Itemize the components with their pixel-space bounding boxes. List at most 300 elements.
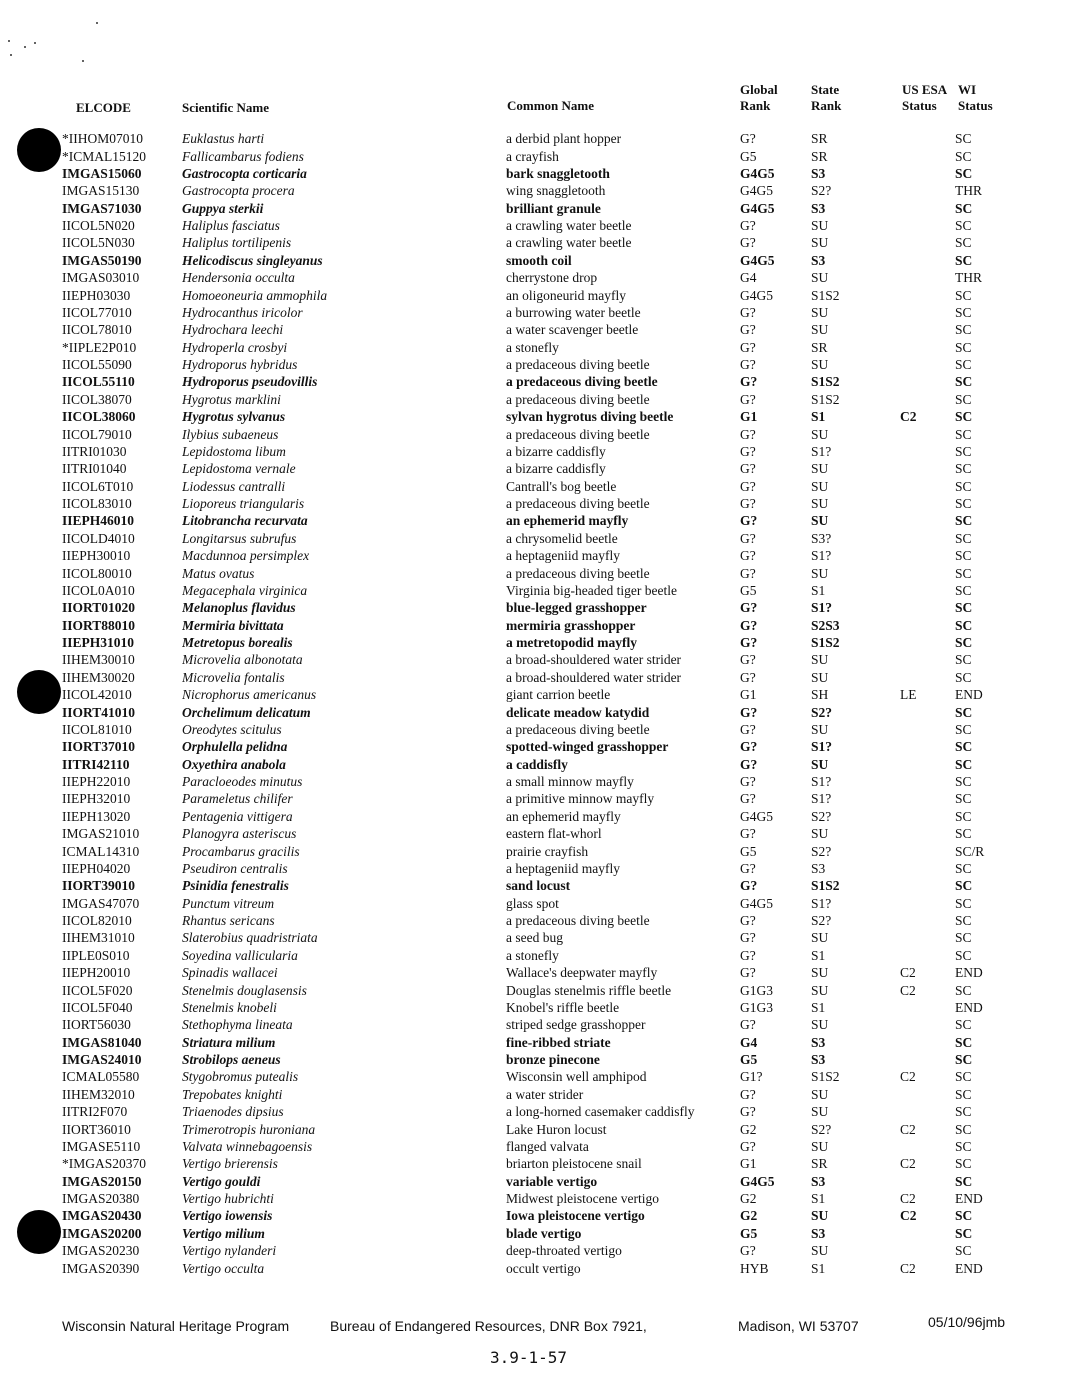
us-esa-status-cell bbox=[900, 339, 955, 356]
wi-status-cell: SC bbox=[955, 1104, 972, 1120]
us-esa-status-cell bbox=[900, 182, 955, 199]
scientific-name-cell: Stygobromus putealis bbox=[182, 1069, 299, 1085]
state-rank-cell: S3 bbox=[811, 1034, 826, 1050]
state-rank-cell: S3 bbox=[811, 1173, 826, 1189]
global-rank-cell: G? bbox=[740, 374, 758, 390]
global-rank-cell: G4G5 bbox=[740, 808, 773, 824]
punch-hole-bottom bbox=[17, 1210, 61, 1254]
scientific-name-cell: Strobilops aeneus bbox=[182, 1052, 281, 1068]
table-row bbox=[62, 1068, 1015, 1085]
us-esa-status-cell bbox=[900, 651, 955, 668]
global-rank-cell: G? bbox=[740, 791, 756, 807]
common-name-cell: occult vertigo bbox=[506, 1260, 581, 1276]
state-rank-cell: S1? bbox=[811, 443, 832, 459]
global-rank-cell: G4G5 bbox=[740, 1173, 775, 1189]
global-rank-cell: G2 bbox=[740, 1208, 758, 1224]
global-rank-cell: G? bbox=[740, 669, 756, 685]
state-rank-cell: S2? bbox=[811, 704, 833, 720]
wi-status-cell: SC bbox=[955, 530, 972, 546]
wi-status-cell: SC bbox=[955, 218, 972, 234]
us-esa-status-cell bbox=[900, 478, 955, 495]
wi-status-cell: SC bbox=[955, 131, 972, 147]
table-row bbox=[62, 1259, 1015, 1276]
elcode-cell: IICOL0A010 bbox=[62, 582, 135, 598]
header-global-line1: Global bbox=[740, 82, 778, 97]
scientific-name-cell: Mermiria bivittata bbox=[182, 617, 284, 633]
us-esa-status-cell bbox=[900, 756, 955, 773]
table-row bbox=[62, 703, 1015, 720]
us-esa-status-cell bbox=[900, 217, 955, 234]
state-rank-cell: SU bbox=[811, 930, 829, 946]
elcode-cell: *IMGAS20370 bbox=[62, 1156, 147, 1172]
elcode-cell: IIORT56030 bbox=[62, 1017, 131, 1033]
common-name-cell: a seed bug bbox=[506, 930, 563, 946]
common-name-cell: a predaceous diving beetle bbox=[506, 426, 650, 442]
table-row bbox=[62, 808, 1015, 825]
elcode-cell: IICOL5N020 bbox=[62, 218, 135, 234]
global-rank-cell: G4G5 bbox=[740, 252, 775, 268]
elcode-cell: IMGAS20390 bbox=[62, 1260, 140, 1276]
global-rank-cell: G? bbox=[740, 965, 756, 981]
table-row bbox=[62, 756, 1015, 773]
wi-status-cell: SC bbox=[955, 947, 972, 963]
elcode-cell: IMGAS81040 bbox=[62, 1034, 142, 1050]
wi-status-cell: SC bbox=[955, 513, 973, 529]
global-rank-cell: G? bbox=[740, 443, 756, 459]
common-name-cell: a long-horned casemaker caddisfly bbox=[506, 1104, 695, 1120]
scientific-name-cell: Hendersonia occulta bbox=[182, 270, 295, 286]
wi-status-cell: SC bbox=[955, 913, 972, 929]
global-rank-cell: G2 bbox=[740, 1191, 757, 1207]
scientific-name-cell: Spinadis wallacei bbox=[182, 965, 278, 981]
scientific-name-cell: Valvata winnebagoensis bbox=[182, 1138, 313, 1154]
state-rank-cell: SU bbox=[811, 1017, 829, 1033]
scientific-name-cell: Liodessus cantralli bbox=[182, 478, 286, 494]
table-row bbox=[62, 1120, 1015, 1137]
table-row bbox=[62, 217, 1015, 234]
global-rank-cell: G? bbox=[740, 600, 758, 616]
scientific-name-cell: Longitarsus subrufus bbox=[182, 530, 297, 546]
global-rank-cell: G? bbox=[740, 617, 758, 633]
common-name-cell: mermiria grasshopper bbox=[506, 617, 636, 633]
state-rank-cell: S1 bbox=[811, 582, 826, 598]
us-esa-status-cell bbox=[900, 947, 955, 964]
wi-status-cell: SC bbox=[955, 1017, 972, 1033]
global-rank-cell: G4G5 bbox=[740, 287, 773, 303]
state-rank-cell: S1 bbox=[811, 409, 826, 425]
common-name-cell: Iowa pleistocene vertigo bbox=[506, 1208, 645, 1224]
us-esa-status-cell bbox=[900, 842, 955, 859]
common-name-cell: striped sedge grasshopper bbox=[506, 1017, 646, 1033]
elcode-cell: IIEPH13020 bbox=[62, 808, 131, 824]
header-scientific-name: Scientific Name bbox=[182, 100, 270, 115]
elcode-cell: IICOL82010 bbox=[62, 913, 132, 929]
common-name-cell: a stonefly bbox=[506, 947, 559, 963]
wi-status-cell: SC bbox=[955, 1225, 973, 1241]
us-esa-status-cell bbox=[900, 877, 955, 894]
global-rank-cell: G? bbox=[740, 826, 756, 842]
scientific-name-cell: Vertigo occulta bbox=[182, 1260, 265, 1276]
common-name-cell: flanged valvata bbox=[506, 1138, 589, 1154]
table-row bbox=[62, 1190, 1015, 1207]
wi-status-cell: SC bbox=[955, 669, 972, 685]
table-row bbox=[62, 947, 1015, 964]
wi-status-cell: SC bbox=[955, 200, 973, 216]
table-row bbox=[62, 1086, 1015, 1103]
global-rank-cell: HYB bbox=[740, 1260, 769, 1276]
scan-speck bbox=[8, 40, 10, 42]
state-rank-cell: SU bbox=[811, 478, 829, 494]
table-row bbox=[62, 1173, 1015, 1190]
common-name-cell: an ephemerid mayfly bbox=[506, 808, 621, 824]
elcode-cell: IIEPH20010 bbox=[62, 965, 131, 981]
us-esa-status-cell: C2 bbox=[900, 1121, 916, 1137]
scientific-name-cell: Stenelmis knobeli bbox=[182, 999, 277, 1015]
wi-status-cell: SC bbox=[955, 374, 973, 390]
scientific-name-cell: Euklastus harti bbox=[182, 131, 265, 147]
global-rank-cell: G5 bbox=[740, 1052, 758, 1068]
wi-status-cell: SC/R bbox=[955, 843, 985, 859]
us-esa-status-cell: C2 bbox=[900, 1191, 916, 1207]
scan-speck bbox=[34, 42, 36, 44]
state-rank-cell: SU bbox=[811, 322, 829, 338]
us-esa-status-cell bbox=[900, 912, 955, 929]
elcode-cell: IIHEM31010 bbox=[62, 930, 135, 946]
wi-status-cell: SC bbox=[955, 600, 973, 616]
wi-status-cell: SC bbox=[955, 1156, 972, 1172]
elcode-cell: IIEPH04020 bbox=[62, 860, 131, 876]
global-rank-cell: G? bbox=[740, 357, 756, 373]
state-rank-cell: S1S2 bbox=[811, 635, 840, 651]
table-row bbox=[62, 547, 1015, 564]
common-name-cell: Lake Huron locust bbox=[506, 1121, 607, 1137]
header-usesa-line1: US ESA bbox=[902, 82, 948, 97]
scientific-name-cell: Hydrochara leechi bbox=[182, 322, 284, 338]
elcode-cell: IMGAS20380 bbox=[62, 1191, 140, 1207]
wi-status-cell: SC bbox=[955, 252, 973, 268]
global-rank-cell: G? bbox=[740, 478, 756, 494]
common-name-cell: briarton pleistocene snail bbox=[506, 1156, 642, 1172]
common-name-cell: a predaceous diving beetle bbox=[506, 374, 658, 390]
us-esa-status-cell bbox=[900, 200, 955, 217]
header-state-line2: Rank bbox=[811, 98, 842, 113]
us-esa-status-cell bbox=[900, 1103, 955, 1120]
elcode-cell: IICOL5F020 bbox=[62, 982, 133, 998]
common-name-cell: a metretopodid mayfly bbox=[506, 635, 637, 651]
common-name-cell: variable vertigo bbox=[506, 1173, 598, 1189]
wi-status-cell: SC bbox=[955, 808, 972, 824]
us-esa-status-cell bbox=[900, 234, 955, 251]
wi-status-cell: SC bbox=[955, 443, 972, 459]
wi-status-cell: SC bbox=[955, 1086, 972, 1102]
elcode-cell: IMGAS20150 bbox=[62, 1173, 142, 1189]
us-esa-status-cell bbox=[900, 356, 955, 373]
state-rank-cell: SU bbox=[811, 756, 829, 772]
us-esa-status-cell bbox=[900, 825, 955, 842]
table-row bbox=[62, 512, 1015, 529]
us-esa-status-cell bbox=[900, 617, 955, 634]
scientific-name-cell: Procambarus gracilis bbox=[182, 843, 300, 859]
table-row bbox=[62, 252, 1015, 269]
elcode-cell: IMGAS71030 bbox=[62, 200, 142, 216]
scientific-name-cell: Psinidia fenestralis bbox=[182, 878, 289, 894]
table-row bbox=[62, 651, 1015, 668]
common-name-cell: Knobel's riffle beetle bbox=[506, 999, 620, 1015]
table-row bbox=[62, 669, 1015, 686]
wi-status-cell: SC bbox=[955, 391, 972, 407]
elcode-cell: IMGASE5110 bbox=[62, 1138, 141, 1154]
elcode-cell: IIHEM32010 bbox=[62, 1086, 135, 1102]
global-rank-cell: G? bbox=[740, 131, 756, 147]
wi-status-cell: SC bbox=[955, 652, 972, 668]
common-name-cell: giant carrion beetle bbox=[506, 687, 611, 703]
wi-status-cell: THR bbox=[955, 183, 982, 199]
state-rank-cell: S2? bbox=[811, 183, 832, 199]
state-rank-cell: SU bbox=[811, 304, 829, 320]
state-rank-cell: S1? bbox=[811, 739, 833, 755]
state-rank-cell: S3 bbox=[811, 860, 826, 876]
scientific-name-cell: Trepobates knighti bbox=[182, 1086, 283, 1102]
elcode-cell: IICOL5F040 bbox=[62, 999, 133, 1015]
us-esa-status-cell: C2 bbox=[900, 1156, 916, 1172]
global-rank-cell: G1 bbox=[740, 409, 758, 425]
elcode-cell: IMGAS50190 bbox=[62, 252, 142, 268]
elcode-cell: IICOL38060 bbox=[62, 409, 136, 425]
table-row bbox=[62, 860, 1015, 877]
state-rank-cell: S2? bbox=[811, 1121, 832, 1137]
scientific-name-cell: Homoeoneuria ammophila bbox=[182, 287, 328, 303]
state-rank-cell: SU bbox=[811, 1138, 829, 1154]
us-esa-status-cell bbox=[900, 443, 955, 460]
table-row bbox=[62, 825, 1015, 842]
elcode-cell: IIORT37010 bbox=[62, 739, 136, 755]
state-rank-cell: SU bbox=[811, 270, 829, 286]
wi-status-cell: SC bbox=[955, 826, 972, 842]
table-row bbox=[62, 686, 1015, 703]
scientific-name-cell: Rhantus sericans bbox=[182, 913, 275, 929]
us-esa-status-cell bbox=[900, 1016, 955, 1033]
state-rank-cell: S1S2 bbox=[811, 374, 840, 390]
us-esa-status-cell bbox=[900, 373, 955, 390]
scientific-name-cell: Megacephala virginica bbox=[182, 582, 308, 598]
global-rank-cell: G? bbox=[740, 704, 758, 720]
wi-status-cell: SC bbox=[955, 165, 973, 181]
global-rank-cell: G1? bbox=[740, 1069, 763, 1085]
elcode-cell: IMGAS20430 bbox=[62, 1208, 142, 1224]
table-row bbox=[62, 1225, 1015, 1242]
global-rank-cell: G? bbox=[740, 1138, 756, 1154]
global-rank-cell: G? bbox=[740, 930, 756, 946]
table-row bbox=[62, 182, 1015, 199]
state-rank-cell: S1S2 bbox=[811, 878, 840, 894]
global-rank-cell: G1G3 bbox=[740, 982, 773, 998]
table-row bbox=[62, 1138, 1015, 1155]
elcode-cell: IMGAS20200 bbox=[62, 1225, 142, 1241]
wi-status-cell: SC bbox=[955, 1052, 973, 1068]
global-rank-cell: G? bbox=[740, 322, 756, 338]
us-esa-status-cell bbox=[900, 1086, 955, 1103]
wi-status-cell: SC bbox=[955, 1173, 973, 1189]
scientific-name-cell: Oreodytes scitulus bbox=[182, 721, 282, 737]
scientific-name-cell: Paracloeodes minutus bbox=[182, 774, 303, 790]
us-esa-status-cell: C2 bbox=[900, 1260, 916, 1276]
table-row bbox=[62, 790, 1015, 807]
elcode-cell: IIORT36010 bbox=[62, 1121, 131, 1137]
scientific-name-cell: Vertigo iowensis bbox=[182, 1208, 273, 1224]
scientific-name-cell: Vertigo nylanderi bbox=[182, 1243, 277, 1259]
common-name-cell: a caddisfly bbox=[506, 756, 568, 772]
elcode-cell: IIORT41010 bbox=[62, 704, 136, 720]
table-row bbox=[62, 321, 1015, 338]
common-name-cell: fine-ribbed striate bbox=[506, 1034, 611, 1050]
scientific-name-cell: Gastrocopta procera bbox=[182, 183, 295, 199]
common-name-cell: a predaceous diving beetle bbox=[506, 496, 650, 512]
scientific-name-cell: Slaterobius quadristriata bbox=[182, 930, 318, 946]
common-name-cell: a water scavenger beetle bbox=[506, 322, 639, 338]
state-rank-cell: SU bbox=[811, 426, 829, 442]
us-esa-status-cell: LE bbox=[900, 687, 917, 703]
table-row bbox=[62, 1207, 1015, 1224]
scientific-name-cell: Trimerotropis huroniana bbox=[182, 1121, 316, 1137]
table-row bbox=[62, 530, 1015, 547]
wi-status-cell: SC bbox=[955, 895, 972, 911]
us-esa-status-cell bbox=[900, 582, 955, 599]
us-esa-status-cell bbox=[900, 391, 955, 408]
table-row bbox=[62, 877, 1015, 894]
common-name-cell: cherrystone drop bbox=[506, 270, 598, 286]
elcode-cell: IICOL5N030 bbox=[62, 235, 135, 251]
scientific-name-cell: Hydrocanthus iricolor bbox=[182, 304, 303, 320]
state-rank-cell: SU bbox=[811, 1208, 829, 1224]
elcode-cell: IICOL38070 bbox=[62, 391, 132, 407]
elcode-cell: *IIPLE2P010 bbox=[62, 339, 137, 355]
table-row bbox=[62, 634, 1015, 651]
scan-speck bbox=[82, 60, 84, 62]
common-name-cell: a predaceous diving beetle bbox=[506, 565, 650, 581]
elcode-cell: IITRI42110 bbox=[62, 756, 130, 772]
common-name-cell: blade vertigo bbox=[506, 1225, 582, 1241]
table-row bbox=[62, 738, 1015, 755]
global-rank-cell: G? bbox=[740, 565, 756, 581]
table-row bbox=[62, 269, 1015, 286]
table-row bbox=[62, 234, 1015, 251]
scientific-name-cell: Orphulella pelidna bbox=[182, 739, 288, 755]
table-row bbox=[62, 443, 1015, 460]
global-rank-cell: G1 bbox=[740, 687, 757, 703]
footer-bureau: Bureau of Endangered Resources, DNR Box 7921, bbox=[330, 1318, 647, 1334]
us-esa-status-cell bbox=[900, 530, 955, 547]
us-esa-status-cell bbox=[900, 860, 955, 877]
wi-status-cell: SC bbox=[955, 148, 972, 164]
table-row bbox=[62, 1103, 1015, 1120]
scan-speck bbox=[24, 46, 26, 48]
species-table bbox=[62, 130, 1015, 1277]
wi-status-cell: SC bbox=[955, 461, 972, 477]
global-rank-cell: G? bbox=[740, 391, 756, 407]
table-row bbox=[62, 1051, 1015, 1068]
state-rank-cell: SR bbox=[811, 148, 828, 164]
wi-status-cell: SC bbox=[955, 304, 972, 320]
footer-date: 05/10/96jmb bbox=[928, 1314, 1006, 1330]
table-row bbox=[62, 425, 1015, 442]
header-global-line2: Rank bbox=[740, 98, 771, 113]
wi-status-cell: SC bbox=[955, 339, 972, 355]
elcode-cell: IMGAS47070 bbox=[62, 895, 140, 911]
scientific-name-cell: Hygrotus sylvanus bbox=[182, 409, 286, 425]
common-name-cell: a predaceous diving beetle bbox=[506, 913, 650, 929]
elcode-cell: IITRI2F070 bbox=[62, 1104, 128, 1120]
scientific-name-cell: Lepidostoma vernale bbox=[182, 461, 296, 477]
elcode-cell: *IIHOM07010 bbox=[62, 131, 143, 147]
wi-status-cell: END bbox=[955, 999, 983, 1015]
scientific-name-cell: Orchelimum delicatum bbox=[182, 704, 311, 720]
common-name-cell: an oligoneurid mayfly bbox=[506, 287, 626, 303]
elcode-cell: ICMAL05580 bbox=[62, 1069, 140, 1085]
common-name-cell: Cantrall's bog beetle bbox=[506, 478, 617, 494]
table-row bbox=[62, 391, 1015, 408]
common-name-cell: Douglas stenelmis riffle beetle bbox=[506, 982, 672, 998]
state-rank-cell: S2S3 bbox=[811, 617, 840, 633]
common-name-cell: a burrowing water beetle bbox=[506, 304, 641, 320]
table-row bbox=[62, 460, 1015, 477]
us-esa-status-cell bbox=[900, 1242, 955, 1259]
table-row bbox=[62, 721, 1015, 738]
state-rank-cell: S3? bbox=[811, 530, 832, 546]
scientific-name-cell: Vertigo brierensis bbox=[182, 1156, 278, 1172]
state-rank-cell: SU bbox=[811, 721, 829, 737]
scientific-name-cell: Soyedina vallicularia bbox=[182, 947, 298, 963]
common-name-cell: a primitive minnow mayfly bbox=[506, 791, 655, 807]
us-esa-status-cell: C2 bbox=[900, 982, 916, 998]
common-name-cell: wing snaggletooth bbox=[506, 183, 606, 199]
us-esa-status-cell bbox=[900, 721, 955, 738]
common-name-cell: bronze pinecone bbox=[506, 1052, 600, 1068]
elcode-cell: IIEPH22010 bbox=[62, 774, 131, 790]
state-rank-cell: S2? bbox=[811, 843, 832, 859]
scientific-name-cell: Litobrancha recurvata bbox=[182, 513, 308, 529]
us-esa-status-cell bbox=[900, 634, 955, 651]
common-name-cell: bark snaggletooth bbox=[506, 165, 610, 181]
global-rank-cell: G? bbox=[740, 218, 756, 234]
global-rank-cell: G? bbox=[740, 426, 756, 442]
scientific-name-cell: Microvelia fontalis bbox=[182, 669, 285, 685]
elcode-cell: IMGAS15060 bbox=[62, 165, 142, 181]
elcode-cell: IMGAS15130 bbox=[62, 183, 140, 199]
state-rank-cell: SR bbox=[811, 339, 828, 355]
global-rank-cell: G? bbox=[740, 548, 756, 564]
scientific-name-cell: Triaenodes dipsius bbox=[182, 1104, 284, 1120]
state-rank-cell: SU bbox=[811, 496, 829, 512]
header-common-name: Common Name bbox=[507, 98, 595, 113]
table-row bbox=[62, 1016, 1015, 1033]
state-rank-cell: S1 bbox=[811, 999, 826, 1015]
elcode-cell: IIEPH31010 bbox=[62, 635, 135, 651]
common-name-cell: blue-legged grasshopper bbox=[506, 600, 647, 616]
table-row bbox=[62, 200, 1015, 217]
common-name-cell: a small minnow mayfly bbox=[506, 774, 634, 790]
us-esa-status-cell bbox=[900, 425, 955, 442]
wi-status-cell: SC bbox=[955, 1034, 973, 1050]
common-name-cell: a chrysomelid beetle bbox=[506, 530, 618, 546]
scientific-name-cell: Punctum vitreum bbox=[182, 895, 275, 911]
scientific-name-cell: Vertigo milium bbox=[182, 1225, 265, 1241]
scan-speck bbox=[10, 54, 12, 56]
state-rank-cell: S3 bbox=[811, 252, 826, 268]
table-row bbox=[62, 582, 1015, 599]
scientific-name-cell: Hydroperla crosbyi bbox=[182, 339, 288, 355]
wi-status-cell: END bbox=[955, 965, 983, 981]
elcode-cell: IIEPH03030 bbox=[62, 287, 131, 303]
